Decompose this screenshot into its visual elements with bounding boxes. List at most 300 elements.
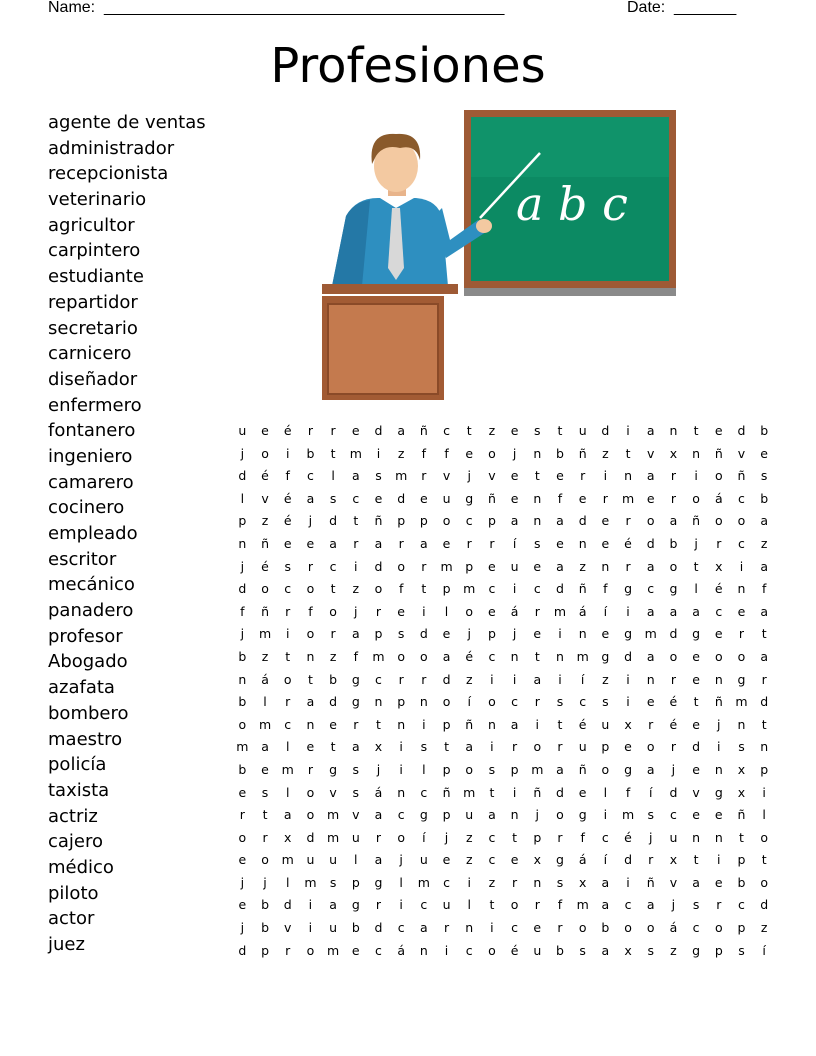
grid-letter[interactable]: á bbox=[374, 784, 383, 800]
grid-letter[interactable]: i bbox=[558, 626, 562, 642]
grid-letter[interactable]: é bbox=[714, 581, 723, 597]
grid-letter[interactable]: s bbox=[352, 761, 360, 777]
grid-letter[interactable]: x bbox=[374, 739, 383, 755]
grid-letter[interactable]: x bbox=[578, 874, 587, 890]
grid-letter[interactable]: é bbox=[465, 648, 474, 664]
grid-letter[interactable]: c bbox=[601, 829, 609, 845]
grid-letter[interactable]: x bbox=[624, 942, 632, 958]
grid-letter[interactable]: d bbox=[692, 739, 701, 755]
grid-letter[interactable]: e bbox=[714, 874, 723, 890]
grid-letter[interactable]: t bbox=[557, 716, 563, 732]
grid-letter[interactable]: t bbox=[444, 739, 449, 755]
grid-letter[interactable]: b bbox=[556, 942, 564, 958]
grid-letter[interactable]: n bbox=[487, 716, 496, 732]
grid-letter[interactable]: t bbox=[693, 423, 699, 438]
grid-letter[interactable]: c bbox=[647, 581, 655, 597]
grid-letter[interactable]: j bbox=[717, 716, 721, 732]
grid-letter[interactable]: o bbox=[397, 829, 405, 845]
grid-letter[interactable]: r bbox=[557, 739, 563, 755]
grid-letter[interactable]: o bbox=[261, 852, 269, 868]
grid-letter[interactable]: o bbox=[760, 829, 768, 845]
grid-letter[interactable]: s bbox=[375, 468, 382, 484]
grid-letter[interactable]: i bbox=[308, 920, 313, 936]
grid-letter[interactable]: p bbox=[351, 874, 360, 890]
grid-letter[interactable]: f bbox=[444, 445, 449, 461]
grid-letter[interactable]: b bbox=[760, 490, 769, 506]
grid-letter[interactable]: z bbox=[465, 852, 473, 868]
grid-letter[interactable]: a bbox=[601, 942, 610, 958]
grid-letter[interactable]: ñ bbox=[714, 694, 723, 710]
grid-letter[interactable]: b bbox=[737, 874, 746, 890]
grid-letter[interactable]: l bbox=[240, 490, 245, 506]
grid-letter[interactable]: é bbox=[669, 716, 678, 732]
grid-letter[interactable]: i bbox=[444, 942, 449, 958]
grid-letter[interactable]: m bbox=[463, 784, 476, 800]
grid-letter[interactable]: c bbox=[488, 829, 496, 845]
grid-letter[interactable]: d bbox=[442, 671, 451, 687]
grid-letter[interactable]: á bbox=[397, 942, 405, 958]
grid-letter[interactable]: c bbox=[443, 423, 450, 438]
grid-letter[interactable]: p bbox=[510, 761, 519, 777]
grid-letter[interactable]: n bbox=[714, 829, 723, 845]
grid-letter[interactable]: i bbox=[739, 558, 744, 574]
grid-letter[interactable]: r bbox=[285, 603, 291, 619]
grid-letter[interactable]: z bbox=[602, 671, 609, 687]
grid-letter[interactable]: s bbox=[556, 874, 564, 890]
grid-letter[interactable]: g bbox=[578, 807, 587, 823]
grid-letter[interactable]: c bbox=[738, 535, 745, 551]
grid-letter[interactable]: r bbox=[307, 423, 313, 438]
grid-letter[interactable]: f bbox=[308, 603, 313, 619]
grid-letter[interactable]: n bbox=[760, 739, 769, 755]
grid-letter[interactable]: g bbox=[351, 897, 360, 913]
grid-letter[interactable]: o bbox=[261, 581, 269, 597]
grid-letter[interactable]: á bbox=[261, 671, 269, 687]
grid-letter[interactable]: o bbox=[669, 558, 678, 574]
grid-letter[interactable]: d bbox=[329, 694, 338, 710]
grid-letter[interactable]: o bbox=[488, 445, 496, 461]
grid-letter[interactable]: a bbox=[646, 468, 655, 484]
grid-letter[interactable]: i bbox=[376, 445, 381, 461]
grid-letter[interactable]: l bbox=[331, 468, 335, 484]
grid-letter[interactable]: f bbox=[240, 603, 245, 619]
grid-letter[interactable]: t bbox=[466, 423, 472, 438]
grid-letter[interactable]: r bbox=[670, 468, 676, 484]
grid-letter[interactable]: o bbox=[306, 581, 315, 597]
grid-letter[interactable]: s bbox=[556, 694, 564, 710]
grid-letter[interactable]: d bbox=[374, 423, 383, 438]
grid-letter[interactable]: l bbox=[467, 897, 471, 913]
grid-letter[interactable]: í bbox=[603, 603, 608, 619]
grid-letter[interactable]: c bbox=[533, 581, 541, 597]
grid-letter[interactable]: o bbox=[646, 739, 655, 755]
grid-letter[interactable]: v bbox=[669, 874, 678, 890]
grid-letter[interactable]: m bbox=[236, 739, 249, 755]
grid-letter[interactable]: o bbox=[306, 626, 315, 642]
grid-letter[interactable]: i bbox=[399, 739, 403, 755]
grid-letter[interactable]: a bbox=[261, 739, 269, 755]
grid-letter[interactable]: c bbox=[488, 852, 496, 868]
grid-letter[interactable]: c bbox=[738, 490, 745, 506]
grid-letter[interactable]: o bbox=[510, 897, 519, 913]
grid-letter[interactable]: i bbox=[626, 603, 630, 619]
grid-letter[interactable]: s bbox=[352, 784, 360, 800]
grid-letter[interactable]: i bbox=[603, 807, 608, 823]
grid-letter[interactable]: b bbox=[760, 423, 769, 438]
grid-letter[interactable]: t bbox=[693, 694, 699, 710]
grid-letter[interactable]: n bbox=[556, 648, 564, 664]
grid-letter[interactable]: c bbox=[397, 920, 405, 936]
grid-letter[interactable]: í bbox=[580, 671, 585, 687]
grid-letter[interactable]: l bbox=[354, 852, 358, 868]
grid-letter[interactable]: c bbox=[329, 558, 337, 574]
grid-letter[interactable]: n bbox=[465, 920, 474, 936]
grid-letter[interactable]: s bbox=[397, 626, 405, 642]
grid-letter[interactable]: d bbox=[397, 490, 406, 506]
grid-letter[interactable]: s bbox=[534, 423, 541, 438]
grid-letter[interactable]: o bbox=[374, 581, 383, 597]
grid-letter[interactable]: t bbox=[534, 468, 540, 484]
grid-letter[interactable]: n bbox=[624, 468, 632, 484]
grid-letter[interactable]: o bbox=[578, 920, 587, 936]
grid-letter[interactable]: m bbox=[621, 807, 635, 823]
grid-letter[interactable]: o bbox=[261, 445, 269, 461]
grid-letter[interactable]: d bbox=[374, 920, 383, 936]
grid-letter[interactable]: u bbox=[669, 829, 678, 845]
grid-letter[interactable]: v bbox=[284, 920, 292, 936]
grid-letter[interactable]: p bbox=[737, 920, 746, 936]
grid-letter[interactable]: r bbox=[580, 468, 586, 484]
grid-letter[interactable]: o bbox=[238, 716, 247, 732]
grid-letter[interactable]: ñ bbox=[714, 445, 723, 461]
grid-letter[interactable]: o bbox=[624, 920, 632, 936]
grid-letter[interactable]: m bbox=[395, 468, 408, 484]
grid-letter[interactable]: ñ bbox=[578, 581, 587, 597]
grid-letter[interactable]: a bbox=[510, 716, 519, 732]
grid-letter[interactable]: i bbox=[490, 920, 494, 936]
grid-letter[interactable]: v bbox=[692, 784, 700, 800]
grid-letter[interactable]: n bbox=[238, 535, 247, 551]
grid-letter[interactable]: ñ bbox=[646, 874, 655, 890]
grid-letter[interactable]: i bbox=[603, 468, 608, 484]
grid-letter[interactable]: m bbox=[327, 807, 340, 823]
grid-letter[interactable]: t bbox=[761, 626, 767, 642]
grid-letter[interactable]: e bbox=[351, 423, 360, 438]
grid-letter[interactable]: c bbox=[738, 897, 745, 913]
grid-letter[interactable]: l bbox=[422, 761, 426, 777]
grid-letter[interactable]: v bbox=[737, 445, 746, 461]
grid-letter[interactable]: a bbox=[692, 603, 700, 619]
grid-letter[interactable]: g bbox=[601, 648, 610, 664]
grid-letter[interactable]: u bbox=[442, 897, 451, 913]
grid-letter[interactable]: r bbox=[421, 671, 427, 687]
grid-letter[interactable]: n bbox=[714, 671, 723, 687]
grid-letter[interactable]: r bbox=[285, 694, 291, 710]
grid-letter[interactable]: o bbox=[420, 648, 428, 664]
grid-letter[interactable]: r bbox=[602, 490, 608, 506]
grid-letter[interactable]: t bbox=[489, 897, 495, 913]
grid-letter[interactable]: t bbox=[761, 852, 767, 868]
grid-letter[interactable]: n bbox=[397, 716, 406, 732]
grid-letter[interactable]: n bbox=[533, 445, 542, 461]
grid-letter[interactable]: e bbox=[306, 535, 315, 551]
grid-letter[interactable]: a bbox=[556, 558, 564, 574]
grid-letter[interactable]: n bbox=[397, 784, 406, 800]
grid-letter[interactable]: a bbox=[669, 513, 678, 529]
grid-letter[interactable]: j bbox=[240, 874, 245, 890]
grid-letter[interactable]: g bbox=[692, 626, 701, 642]
grid-letter[interactable]: j bbox=[399, 852, 403, 868]
grid-letter[interactable]: r bbox=[443, 920, 450, 936]
grid-letter[interactable]: e bbox=[646, 490, 655, 506]
grid-letter[interactable]: á bbox=[669, 920, 678, 936]
grid-letter[interactable]: r bbox=[670, 739, 676, 755]
grid-letter[interactable]: m bbox=[531, 761, 544, 777]
grid-letter[interactable]: g bbox=[351, 694, 360, 710]
grid-letter[interactable]: á bbox=[578, 852, 587, 868]
grid-letter[interactable]: n bbox=[578, 535, 587, 551]
grid-letter[interactable]: o bbox=[397, 558, 405, 574]
grid-letter[interactable]: e bbox=[488, 558, 496, 574]
grid-letter[interactable]: n bbox=[601, 558, 610, 574]
grid-letter[interactable]: í bbox=[422, 829, 426, 845]
grid-letter[interactable]: t bbox=[285, 648, 291, 664]
grid-letter[interactable]: z bbox=[760, 920, 768, 936]
grid-letter[interactable]: a bbox=[420, 920, 428, 936]
grid-letter[interactable]: r bbox=[512, 739, 518, 755]
grid-letter[interactable]: v bbox=[488, 468, 496, 484]
grid-letter[interactable]: o bbox=[714, 513, 723, 529]
grid-letter[interactable]: r bbox=[670, 671, 676, 687]
grid-letter[interactable]: i bbox=[512, 784, 517, 800]
grid-letter[interactable]: e bbox=[601, 535, 610, 551]
grid-letter[interactable]: s bbox=[602, 694, 609, 710]
grid-letter[interactable]: l bbox=[603, 784, 608, 800]
grid-letter[interactable]: g bbox=[669, 581, 678, 597]
grid-letter[interactable]: o bbox=[465, 761, 474, 777]
grid-letter[interactable]: d bbox=[737, 423, 746, 438]
grid-letter[interactable]: e bbox=[510, 490, 519, 506]
grid-letter[interactable]: o bbox=[714, 468, 723, 484]
grid-letter[interactable]: e bbox=[238, 897, 247, 913]
grid-letter[interactable]: d bbox=[556, 784, 564, 800]
grid-letter[interactable]: m bbox=[327, 942, 340, 958]
grid-letter[interactable]: o bbox=[760, 874, 768, 890]
grid-letter[interactable]: ñ bbox=[692, 513, 701, 529]
grid-letter[interactable]: z bbox=[602, 445, 609, 461]
grid-letter[interactable]: t bbox=[693, 558, 699, 574]
grid-letter[interactable]: n bbox=[737, 716, 746, 732]
grid-letter[interactable]: e bbox=[624, 739, 632, 755]
grid-letter[interactable]: j bbox=[467, 468, 471, 484]
grid-letter[interactable]: c bbox=[420, 897, 428, 913]
grid-letter[interactable]: f bbox=[421, 445, 427, 461]
grid-letter[interactable]: v bbox=[329, 784, 337, 800]
grid-letter[interactable]: a bbox=[646, 761, 655, 777]
grid-letter[interactable]: c bbox=[488, 648, 496, 664]
grid-letter[interactable]: í bbox=[512, 535, 517, 551]
grid-letter[interactable]: ñ bbox=[374, 513, 383, 529]
grid-letter[interactable]: p bbox=[261, 942, 269, 958]
grid-letter[interactable]: p bbox=[442, 807, 451, 823]
grid-letter[interactable]: a bbox=[556, 761, 564, 777]
grid-letter[interactable]: e bbox=[556, 535, 564, 551]
grid-letter[interactable]: j bbox=[512, 626, 517, 642]
grid-letter[interactable]: a bbox=[646, 603, 655, 619]
grid-letter[interactable]: e bbox=[578, 784, 587, 800]
grid-letter[interactable]: l bbox=[285, 739, 290, 755]
grid-letter[interactable]: e bbox=[238, 852, 247, 868]
grid-letter[interactable]: u bbox=[306, 852, 315, 868]
grid-letter[interactable]: g bbox=[419, 807, 428, 823]
grid-letter[interactable]: i bbox=[399, 761, 403, 777]
grid-letter[interactable]: o bbox=[737, 513, 746, 529]
grid-letter[interactable]: e bbox=[692, 648, 700, 664]
grid-letter[interactable]: e bbox=[442, 852, 451, 868]
grid-letter[interactable]: á bbox=[714, 490, 723, 506]
grid-letter[interactable]: é bbox=[283, 423, 292, 438]
grid-letter[interactable]: o bbox=[306, 784, 315, 800]
grid-letter[interactable]: i bbox=[308, 897, 313, 913]
grid-letter[interactable]: d bbox=[306, 829, 315, 845]
grid-letter[interactable]: c bbox=[715, 603, 723, 619]
grid-letter[interactable]: a bbox=[488, 807, 496, 823]
grid-letter[interactable]: a bbox=[601, 874, 610, 890]
grid-letter[interactable]: e bbox=[692, 716, 700, 732]
grid-letter[interactable]: í bbox=[648, 784, 653, 800]
grid-letter[interactable]: v bbox=[352, 807, 360, 823]
grid-letter[interactable]: g bbox=[624, 581, 632, 597]
grid-letter[interactable]: a bbox=[442, 648, 451, 664]
grid-letter[interactable]: j bbox=[648, 829, 653, 845]
grid-letter[interactable]: r bbox=[761, 671, 767, 687]
grid-letter[interactable]: s bbox=[488, 761, 496, 777]
grid-letter[interactable]: l bbox=[263, 694, 267, 710]
grid-letter[interactable]: t bbox=[262, 807, 268, 823]
grid-letter[interactable]: e bbox=[760, 445, 768, 461]
grid-letter[interactable]: n bbox=[737, 581, 746, 597]
grid-letter[interactable]: r bbox=[330, 626, 336, 642]
grid-letter[interactable]: a bbox=[646, 897, 655, 913]
grid-letter[interactable]: u bbox=[465, 807, 474, 823]
grid-letter[interactable]: n bbox=[533, 513, 542, 529]
grid-letter[interactable]: x bbox=[669, 445, 678, 461]
grid-letter[interactable]: r bbox=[557, 829, 563, 845]
grid-letter[interactable]: o bbox=[692, 490, 700, 506]
grid-letter[interactable]: g bbox=[351, 671, 360, 687]
grid-letter[interactable]: ñ bbox=[261, 535, 269, 551]
grid-letter[interactable]: r bbox=[625, 513, 631, 529]
grid-letter[interactable]: c bbox=[375, 942, 382, 958]
grid-letter[interactable]: a bbox=[760, 513, 768, 529]
grid-letter[interactable]: t bbox=[421, 581, 427, 597]
grid-letter[interactable]: r bbox=[375, 897, 382, 913]
grid-letter[interactable]: i bbox=[422, 716, 426, 732]
grid-letter[interactable]: i bbox=[717, 852, 721, 868]
grid-letter[interactable]: r bbox=[670, 490, 676, 506]
grid-letter[interactable]: n bbox=[306, 648, 315, 664]
grid-letter[interactable]: b bbox=[261, 920, 269, 936]
grid-letter[interactable]: o bbox=[397, 648, 405, 664]
grid-letter[interactable]: b bbox=[261, 897, 269, 913]
grid-letter[interactable]: s bbox=[579, 942, 586, 958]
grid-letter[interactable]: a bbox=[329, 897, 337, 913]
grid-letter[interactable]: d bbox=[283, 897, 292, 913]
grid-letter[interactable]: d bbox=[374, 558, 383, 574]
grid-letter[interactable]: b bbox=[306, 445, 315, 461]
grid-letter[interactable]: d bbox=[624, 648, 632, 664]
grid-letter[interactable]: u bbox=[533, 942, 542, 958]
grid-letter[interactable]: a bbox=[556, 513, 564, 529]
grid-letter[interactable]: t bbox=[739, 829, 744, 845]
grid-letter[interactable]: j bbox=[535, 807, 540, 823]
grid-letter[interactable]: m bbox=[327, 829, 340, 845]
grid-letter[interactable]: m bbox=[304, 874, 317, 890]
grid-letter[interactable]: a bbox=[351, 626, 360, 642]
grid-letter[interactable]: g bbox=[374, 874, 383, 890]
grid-letter[interactable]: t bbox=[557, 423, 563, 438]
grid-letter[interactable]: u bbox=[510, 558, 519, 574]
grid-letter[interactable]: n bbox=[646, 671, 655, 687]
grid-letter[interactable]: a bbox=[533, 671, 542, 687]
grid-letter[interactable]: n bbox=[692, 445, 701, 461]
grid-letter[interactable]: r bbox=[307, 558, 313, 574]
grid-letter[interactable]: d bbox=[669, 626, 678, 642]
grid-letter[interactable]: j bbox=[240, 445, 245, 461]
grid-letter[interactable]: p bbox=[487, 513, 496, 529]
grid-letter[interactable]: o bbox=[556, 807, 564, 823]
grid-letter[interactable]: u bbox=[578, 739, 587, 755]
grid-letter[interactable]: o bbox=[533, 739, 542, 755]
grid-letter[interactable]: j bbox=[263, 874, 267, 890]
grid-letter[interactable]: p bbox=[374, 626, 383, 642]
grid-letter[interactable]: a bbox=[397, 423, 405, 438]
grid-letter[interactable]: t bbox=[489, 784, 495, 800]
grid-letter[interactable]: c bbox=[443, 874, 450, 890]
grid-letter[interactable]: e bbox=[261, 423, 269, 438]
grid-letter[interactable]: t bbox=[693, 852, 699, 868]
grid-letter[interactable]: t bbox=[330, 445, 336, 461]
grid-letter[interactable]: j bbox=[240, 626, 245, 642]
grid-letter[interactable]: i bbox=[285, 626, 290, 642]
grid-letter[interactable]: a bbox=[646, 558, 655, 574]
grid-letter[interactable]: i bbox=[694, 468, 698, 484]
grid-letter[interactable]: j bbox=[694, 535, 698, 551]
grid-letter[interactable]: i bbox=[626, 423, 630, 438]
grid-letter[interactable]: ñ bbox=[261, 603, 269, 619]
grid-letter[interactable]: a bbox=[351, 739, 360, 755]
grid-letter[interactable]: j bbox=[376, 761, 381, 777]
grid-letter[interactable]: é bbox=[261, 558, 269, 574]
grid-letter[interactable]: e bbox=[488, 603, 496, 619]
grid-letter[interactable]: d bbox=[760, 694, 769, 710]
grid-letter[interactable]: e bbox=[714, 626, 723, 642]
grid-letter[interactable]: b bbox=[351, 920, 360, 936]
grid-letter[interactable]: b bbox=[238, 761, 247, 777]
grid-letter[interactable]: r bbox=[534, 694, 540, 710]
grid-letter[interactable]: u bbox=[329, 920, 338, 936]
grid-letter[interactable]: a bbox=[374, 852, 383, 868]
grid-letter[interactable]: c bbox=[465, 942, 473, 958]
grid-letter[interactable]: p bbox=[737, 852, 746, 868]
grid-letter[interactable]: n bbox=[578, 626, 587, 642]
grid-letter[interactable]: l bbox=[285, 874, 290, 890]
grid-letter[interactable]: a bbox=[465, 739, 474, 755]
grid-letter[interactable]: d bbox=[624, 852, 632, 868]
grid-letter[interactable]: e bbox=[692, 671, 700, 687]
grid-letter[interactable]: ñ bbox=[737, 468, 746, 484]
grid-letter[interactable]: j bbox=[354, 603, 358, 619]
